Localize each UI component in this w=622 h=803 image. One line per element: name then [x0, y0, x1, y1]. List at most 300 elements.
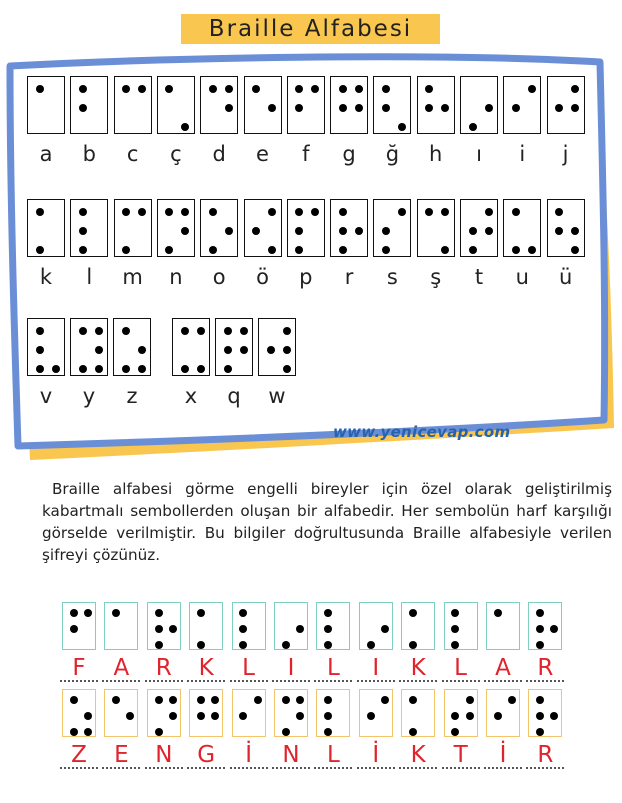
braille-letter-label: ü	[558, 265, 573, 289]
braille-dot-5	[84, 712, 92, 720]
braille-dot-1	[295, 208, 303, 216]
braille-cell-n	[157, 199, 195, 257]
braille-dot-2	[555, 104, 563, 112]
braille-dot-5	[169, 625, 177, 633]
braille-dot-1	[36, 85, 44, 93]
braille-dot-3	[469, 123, 477, 131]
puzzle-answer-letter: L	[454, 655, 467, 681]
braille-dot-2	[339, 104, 347, 112]
puzzle-answer-letter: K	[410, 742, 426, 768]
braille-dot-4	[381, 696, 389, 704]
braille-dot-1	[112, 609, 120, 617]
braille-cell-e	[244, 76, 282, 134]
braille-dot-3	[367, 641, 375, 649]
braille-dot-1	[122, 327, 130, 335]
braille-cell-f	[287, 76, 325, 134]
puzzle-braille-cell	[316, 689, 350, 737]
braille-dot-5	[169, 712, 177, 720]
braille-letter-label: b	[82, 142, 96, 166]
braille-dot-1	[409, 609, 417, 617]
braille-letter-label: n	[169, 265, 183, 289]
braille-cell-u	[503, 199, 541, 257]
braille-dot-2	[224, 346, 232, 354]
puzzle-braille-cell	[62, 602, 96, 650]
answer-dotted-line	[484, 767, 522, 769]
puzzle-answer-letter: R	[537, 742, 554, 768]
answer-dotted-line	[102, 680, 140, 682]
braille-letter-label: f	[302, 142, 310, 166]
braille-dot-1	[122, 208, 130, 216]
braille-dot-1	[536, 696, 544, 704]
answer-dotted-line	[230, 767, 268, 769]
braille-dot-3	[339, 246, 347, 254]
braille-dot-6	[84, 728, 92, 736]
braille-cell-b	[70, 76, 108, 134]
answer-dotted-line	[187, 680, 225, 682]
braille-letter-label: q	[227, 384, 241, 408]
braille-dot-3	[165, 246, 173, 254]
braille-dot-4	[95, 327, 103, 335]
braille-dot-2	[451, 625, 459, 633]
braille-dot-5	[95, 346, 103, 354]
braille-dot-3	[70, 728, 78, 736]
braille-dot-1	[155, 696, 163, 704]
braille-dot-1	[239, 609, 247, 617]
braille-dot-2	[295, 104, 303, 112]
puzzle-answer-letter: L	[242, 655, 255, 681]
braille-cell-h	[417, 76, 455, 134]
braille-letter-label: s	[386, 265, 398, 289]
braille-dot-5	[181, 227, 189, 235]
puzzle-braille-cell	[444, 689, 478, 737]
braille-dot-4	[197, 327, 205, 335]
braille-dot-4	[508, 696, 516, 704]
puzzle-braille-cell	[104, 602, 138, 650]
answer-dotted-line	[442, 767, 480, 769]
braille-dot-4	[311, 208, 319, 216]
braille-dot-2	[295, 227, 303, 235]
puzzle-answer-letter: İ	[499, 742, 507, 768]
braille-dot-5	[485, 227, 493, 235]
puzzle-braille-cell	[528, 689, 562, 737]
braille-dot-5	[138, 346, 146, 354]
braille-dot-2	[155, 625, 163, 633]
braille-dot-1	[512, 208, 520, 216]
answer-dotted-line	[399, 680, 437, 682]
puzzle-braille-cell	[401, 689, 435, 737]
braille-dot-2	[79, 227, 87, 235]
braille-dot-1	[555, 208, 563, 216]
answer-dotted-line	[272, 767, 310, 769]
braille-dot-1	[339, 85, 347, 93]
braille-dot-2	[367, 712, 375, 720]
braille-dot-2	[339, 227, 347, 235]
braille-dot-1	[252, 85, 260, 93]
puzzle-braille-cell	[274, 602, 308, 650]
braille-letter-label: e	[256, 142, 269, 166]
puzzle-answer-letter: N	[155, 742, 173, 768]
braille-cell-t	[460, 199, 498, 257]
braille-letter-label: t	[474, 265, 484, 289]
braille-dot-2	[494, 712, 502, 720]
braille-dot-1	[36, 327, 44, 335]
braille-dot-4	[466, 696, 474, 704]
braille-letter-label: y	[82, 384, 96, 408]
braille-letter-label: z	[126, 384, 138, 408]
braille-dot-5	[466, 712, 474, 720]
braille-dot-2	[324, 712, 332, 720]
braille-dot-1	[70, 696, 78, 704]
braille-dot-6	[283, 365, 291, 373]
braille-dot-4	[528, 85, 536, 93]
braille-cell-a	[27, 76, 65, 134]
answer-dotted-line	[399, 767, 437, 769]
braille-dot-3	[209, 246, 217, 254]
braille-dot-2	[252, 227, 260, 235]
puzzle-answer-letter: R	[537, 655, 554, 681]
braille-dot-5	[283, 346, 291, 354]
braille-dot-5	[225, 227, 233, 235]
braille-cell-r	[330, 199, 368, 257]
answer-dotted-line	[102, 767, 140, 769]
braille-dot-1	[209, 208, 217, 216]
braille-dot-1	[324, 696, 332, 704]
puzzle-braille-cell	[274, 689, 308, 737]
braille-dot-3	[512, 246, 520, 254]
page-title: Braille Alfabesi	[208, 16, 413, 42]
braille-dot-4	[485, 208, 493, 216]
puzzle-answer-letter: G	[197, 742, 216, 768]
braille-dot-5	[355, 104, 363, 112]
braille-letter-label: c	[126, 142, 139, 166]
braille-dot-3	[79, 246, 87, 254]
braille-dot-4	[268, 208, 276, 216]
braille-dot-1	[224, 327, 232, 335]
puzzle-braille-cell	[401, 602, 435, 650]
braille-cell-i	[503, 76, 541, 134]
braille-dot-2	[536, 625, 544, 633]
puzzle-answer-letter: A	[113, 655, 130, 681]
braille-dot-5	[296, 625, 304, 633]
braille-letter-label: ğ	[385, 142, 400, 166]
braille-dot-1	[451, 609, 459, 617]
braille-cell-s	[373, 199, 411, 257]
braille-dot-5	[485, 104, 493, 112]
puzzle-braille-cell	[147, 602, 181, 650]
answer-dotted-line	[314, 767, 352, 769]
braille-dot-5	[211, 712, 219, 720]
braille-dot-1	[339, 208, 347, 216]
braille-letter-label: o	[212, 265, 226, 289]
braille-dot-2	[36, 346, 44, 354]
braille-dot-1	[197, 609, 205, 617]
braille-cell-y	[70, 318, 108, 376]
braille-cell-ı	[460, 76, 498, 134]
braille-dot-5	[268, 104, 276, 112]
braille-dot-5	[355, 227, 363, 235]
braille-letter-label: j	[562, 142, 569, 166]
braille-dot-2	[382, 104, 390, 112]
answer-dotted-line	[60, 680, 98, 682]
braille-dot-4	[181, 208, 189, 216]
puzzle-answer-letter: I	[287, 655, 295, 681]
braille-dot-4	[138, 85, 146, 93]
braille-letter-label: x	[184, 384, 198, 408]
braille-dot-5	[225, 104, 233, 112]
braille-dot-1	[425, 85, 433, 93]
braille-dot-2	[70, 625, 78, 633]
braille-dot-4	[311, 85, 319, 93]
braille-dot-1	[122, 85, 130, 93]
braille-dot-3	[282, 728, 290, 736]
braille-letter-label: r	[344, 265, 354, 289]
braille-dot-3	[36, 365, 44, 373]
braille-cell-w	[258, 318, 296, 376]
braille-cell-ö	[244, 199, 282, 257]
puzzle-answer-letter: A	[495, 655, 511, 681]
answer-dotted-line	[145, 767, 183, 769]
braille-dot-4	[296, 696, 304, 704]
braille-letter-label: m	[122, 265, 143, 289]
braille-dot-2	[451, 712, 459, 720]
braille-dot-3	[282, 641, 290, 649]
braille-dot-6	[268, 246, 276, 254]
answer-dotted-line	[526, 767, 564, 769]
puzzle-braille-cell	[147, 689, 181, 737]
braille-cell-l	[70, 199, 108, 257]
braille-dot-1	[36, 208, 44, 216]
braille-letter-label: i	[519, 142, 526, 166]
braille-cell-ğ	[373, 76, 411, 134]
answer-dotted-line	[484, 680, 522, 682]
braille-letter-label: l	[86, 265, 93, 289]
braille-letter-label: ç	[170, 142, 182, 166]
braille-letter-label: ş	[430, 265, 442, 289]
braille-dot-6	[398, 123, 406, 131]
braille-letter-label: h	[429, 142, 443, 166]
braille-dot-1	[536, 609, 544, 617]
braille-cell-z	[113, 318, 151, 376]
braille-dot-5	[571, 227, 579, 235]
braille-dot-3	[451, 641, 459, 649]
braille-cell-p	[287, 199, 325, 257]
braille-cell-x	[172, 318, 210, 376]
braille-dot-2	[555, 227, 563, 235]
puzzle-answer-letter: L	[326, 655, 340, 681]
braille-dot-3	[122, 365, 130, 373]
answer-dotted-line	[314, 680, 352, 682]
braille-letter-label: a	[39, 142, 53, 166]
braille-dot-4	[225, 85, 233, 93]
puzzle-braille-cell	[359, 602, 393, 650]
puzzle-answer-letter: R	[155, 655, 172, 681]
braille-dot-1	[70, 609, 78, 617]
puzzle-answer-letter: E	[114, 742, 129, 768]
braille-dot-1	[282, 696, 290, 704]
braille-dot-4	[398, 208, 406, 216]
braille-dot-1	[494, 609, 502, 617]
braille-dot-1	[79, 85, 87, 93]
braille-dot-1	[409, 696, 417, 704]
puzzle-answer-letter: I	[372, 655, 380, 681]
braille-dot-4	[211, 696, 219, 704]
braille-dot-2	[536, 712, 544, 720]
braille-dot-1	[295, 85, 303, 93]
braille-dot-1	[155, 609, 163, 617]
braille-dot-4	[254, 696, 262, 704]
braille-dot-3	[382, 246, 390, 254]
watermark-text: www.yenicevap.com	[333, 423, 511, 441]
puzzle-braille-cell	[189, 689, 223, 737]
puzzle-answer-letter: Z	[71, 742, 87, 768]
braille-dot-6	[571, 246, 579, 254]
answer-dotted-line	[145, 680, 183, 682]
puzzle-braille-cell	[486, 689, 520, 737]
puzzle-braille-cell	[232, 602, 266, 650]
puzzle-answer-letter: K	[410, 655, 426, 681]
answer-dotted-line	[357, 767, 395, 769]
braille-dot-2	[425, 104, 433, 112]
answer-dotted-line	[230, 680, 268, 682]
braille-dot-3	[197, 641, 205, 649]
braille-dot-3	[122, 246, 130, 254]
title-banner	[181, 14, 440, 44]
braille-dot-5	[126, 712, 134, 720]
braille-dot-6	[197, 365, 205, 373]
braille-cell-k	[27, 199, 65, 257]
puzzle-answer-letter: N	[282, 742, 300, 768]
braille-cell-ş	[417, 199, 455, 257]
braille-letter-label: ö	[256, 265, 269, 289]
puzzle-braille-cell	[316, 602, 350, 650]
braille-dot-2	[267, 346, 275, 354]
braille-dot-1	[112, 696, 120, 704]
braille-dot-1	[181, 327, 189, 335]
braille-dot-1	[165, 208, 173, 216]
answer-dotted-line	[442, 680, 480, 682]
braille-dot-5	[550, 712, 558, 720]
puzzle-braille-cell	[528, 602, 562, 650]
braille-cell-g	[330, 76, 368, 134]
puzzle-answer-letter: K	[198, 655, 214, 681]
braille-cell-m	[114, 199, 152, 257]
braille-dot-6	[138, 365, 146, 373]
braille-dot-4	[283, 327, 291, 335]
braille-dot-3	[409, 641, 417, 649]
braille-dot-5	[571, 104, 579, 112]
braille-dot-3	[469, 246, 477, 254]
braille-dot-1	[209, 85, 217, 93]
puzzle-braille-cell	[444, 602, 478, 650]
braille-dot-3	[324, 641, 332, 649]
braille-letter-label: p	[299, 265, 313, 289]
braille-letter-label: k	[39, 265, 53, 289]
braille-dot-2	[324, 625, 332, 633]
braille-dot-1	[197, 696, 205, 704]
braille-letter-label: g	[342, 142, 356, 166]
braille-cell-ü	[547, 199, 585, 257]
braille-dot-3	[36, 246, 44, 254]
answer-dotted-line	[357, 680, 395, 682]
braille-dot-1	[425, 208, 433, 216]
braille-letter-label: d	[212, 142, 226, 166]
braille-dot-2	[239, 712, 247, 720]
braille-dot-1	[165, 85, 173, 93]
braille-dot-2	[382, 227, 390, 235]
puzzle-braille-cell	[104, 689, 138, 737]
answer-dotted-line	[187, 767, 225, 769]
braille-letter-label: u	[515, 265, 529, 289]
braille-dot-6	[52, 365, 60, 373]
braille-dot-5	[441, 104, 449, 112]
description-paragraph: Braille alfabesi görme engelli bireyler için özel olarak geliştirilmiş kabartmalı sembollerden oluşan bir alfabedir. Her sembolün harf karşılığı görselde verilmiştir. Bu bilgiler doğrultusunda Braille alfabesiyle verilen şifreyi çözünüz.	[42, 480, 612, 564]
puzzle-braille-cell	[486, 602, 520, 650]
braille-dot-2	[239, 625, 247, 633]
puzzle-answer-letter: T	[453, 742, 468, 768]
braille-dot-3	[324, 728, 332, 736]
braille-dot-3	[79, 365, 87, 373]
braille-dot-6	[95, 365, 103, 373]
braille-dot-1	[79, 208, 87, 216]
braille-letter-label: w	[268, 384, 286, 408]
puzzle-braille-cell	[359, 689, 393, 737]
braille-cell-d	[200, 76, 238, 134]
braille-dot-4	[138, 208, 146, 216]
puzzle-answer-letter: L	[326, 742, 340, 768]
puzzle-braille-cell	[62, 689, 96, 737]
braille-dot-4	[169, 696, 177, 704]
braille-cell-j	[547, 76, 585, 134]
braille-dot-5	[550, 625, 558, 633]
braille-dot-4	[355, 85, 363, 93]
puzzle-answer-letter: İ	[245, 742, 252, 768]
puzzle-braille-cell	[232, 689, 266, 737]
braille-dot-3	[451, 728, 459, 736]
braille-cell-ç	[157, 76, 195, 134]
braille-dot-3	[224, 365, 232, 373]
braille-dot-5	[381, 625, 389, 633]
braille-cell-c	[114, 76, 152, 134]
braille-dot-1	[324, 609, 332, 617]
braille-dot-1	[382, 85, 390, 93]
puzzle-answer-letter: F	[72, 655, 86, 681]
braille-dot-3	[409, 728, 417, 736]
braille-dot-5	[296, 712, 304, 720]
braille-dot-6	[441, 246, 449, 254]
braille-dot-4	[84, 609, 92, 617]
braille-dot-3	[155, 728, 163, 736]
braille-cell-v	[27, 318, 65, 376]
puzzle-answer-letter: İ	[372, 742, 380, 768]
braille-dot-2	[197, 712, 205, 720]
braille-letter-label: v	[39, 384, 53, 408]
braille-dot-2	[512, 104, 520, 112]
braille-dot-1	[79, 327, 87, 335]
braille-letter-label: ı	[476, 142, 482, 166]
braille-cell-o	[200, 199, 238, 257]
answer-dotted-line	[272, 680, 310, 682]
braille-dot-2	[79, 104, 87, 112]
braille-dot-4	[571, 85, 579, 93]
braille-dot-6	[528, 246, 536, 254]
braille-dot-3	[181, 365, 189, 373]
answer-dotted-line	[526, 680, 564, 682]
puzzle-braille-cell	[189, 602, 223, 650]
braille-dot-3	[295, 246, 303, 254]
braille-dot-4	[441, 208, 449, 216]
braille-dot-5	[240, 346, 248, 354]
braille-cell-q	[215, 318, 253, 376]
